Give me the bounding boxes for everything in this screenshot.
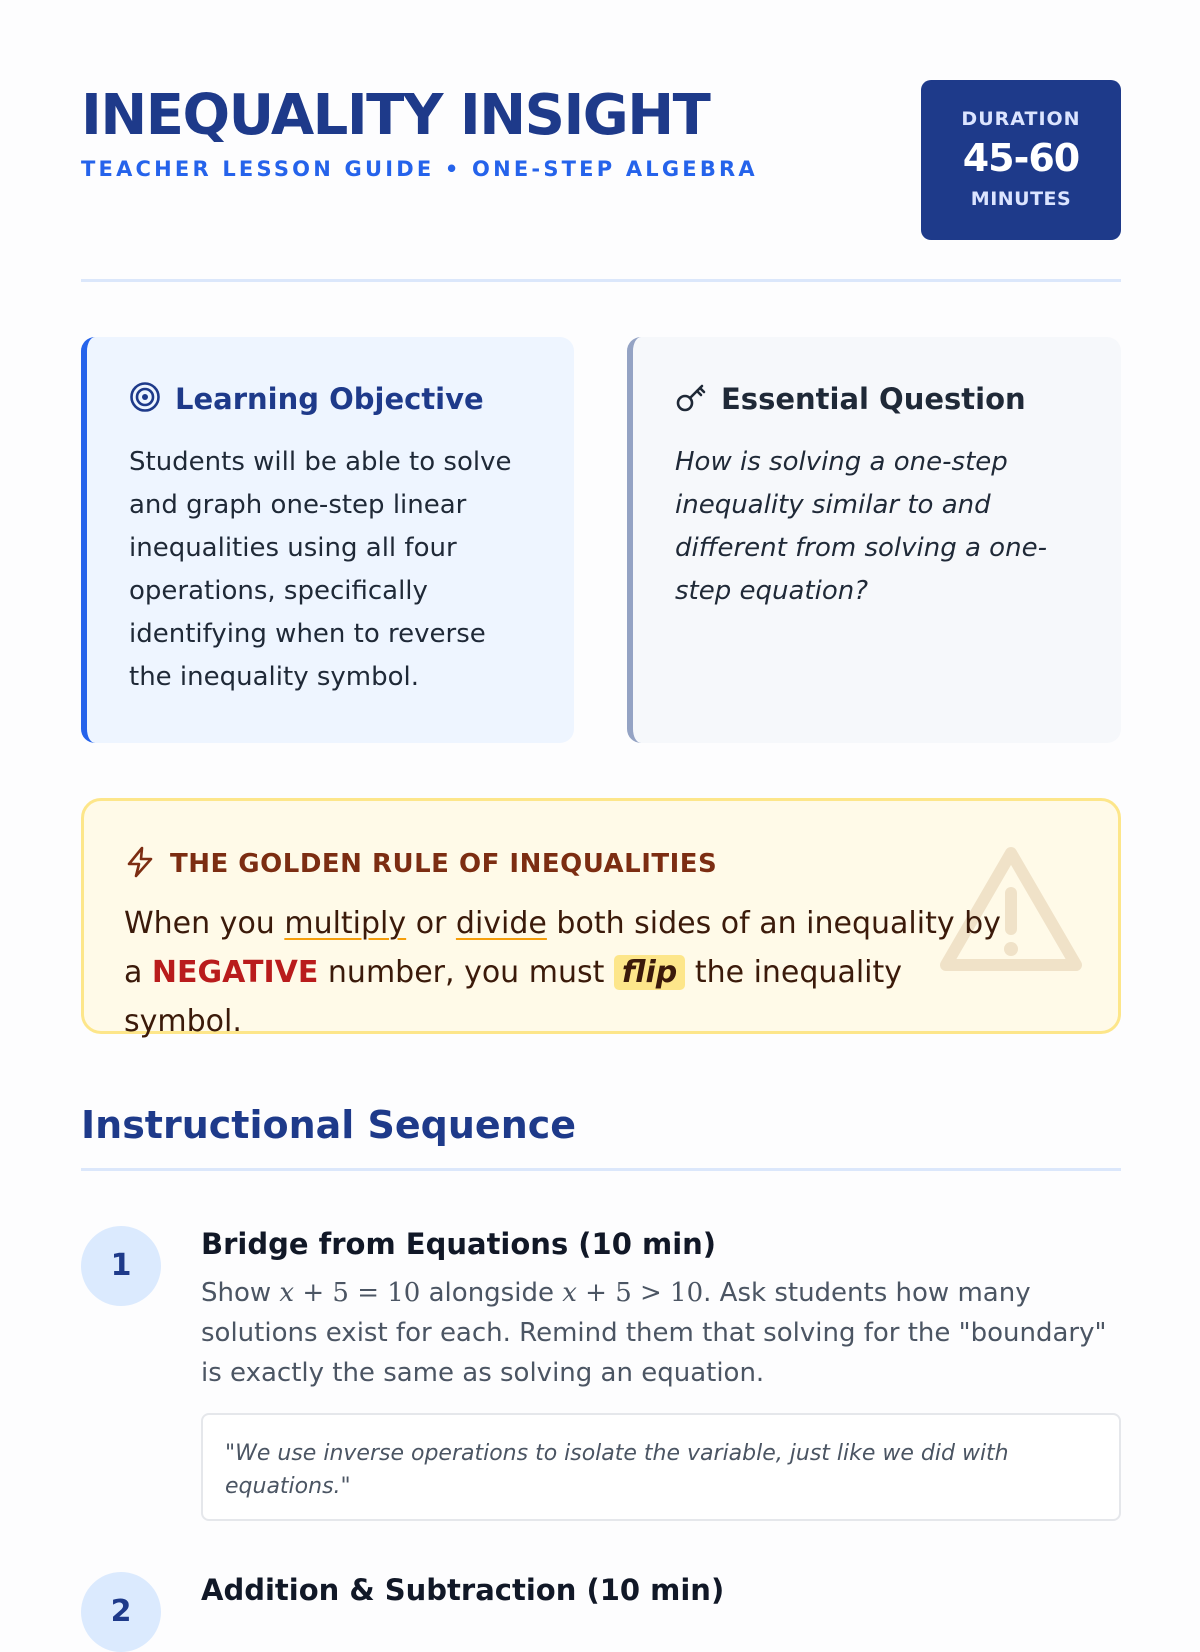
golden-rule-text: When you multiply or divide both sides of an inequality by a NEGATIVE number, you must flip the inequality symbol. [124, 906, 1001, 1039]
negative-term: NEGATIVE [151, 955, 319, 990]
step-title: Addition & Subtraction (10 min) [201, 1573, 725, 1607]
header-divider [81, 279, 1121, 282]
objective-title: Learning Objective [175, 382, 484, 416]
learning-objective-card [81, 337, 574, 743]
target-icon [129, 381, 161, 417]
question-title: Essential Question [721, 382, 1026, 416]
lightning-icon [124, 845, 156, 883]
section-title: Instructional Sequence [81, 1103, 577, 1147]
step-number-badge: 1 [81, 1226, 161, 1306]
step-description: Show x + 5 = 10 alongside x + 5 > 10. Ask students how many solutions exist for each. Remind them that solving for the "boundary" is exactly the same as solving an equation. [201, 1278, 1107, 1388]
duration-value: 45-60 [962, 136, 1080, 180]
question-text: How is solving a one-step inequality similar to and different from solving a one-step equation? [675, 447, 1047, 606]
objective-heading [129, 381, 484, 417]
golden-rule-heading [124, 845, 717, 883]
section-divider [81, 1168, 1121, 1171]
golden-rule-title: THE GOLDEN RULE OF INEQUALITIES [170, 849, 718, 879]
step-title: Bridge from Equations (10 min) [201, 1227, 717, 1261]
duration-unit: MINUTES [970, 188, 1072, 210]
golden-rule-callout [81, 798, 1121, 1039]
duration-label: DURATION [961, 108, 1081, 130]
duration-badge [921, 80, 1121, 240]
lesson-guide-page [81, 0, 1121, 1629]
essential-question-card [627, 337, 1121, 743]
objective-text: Students will be able to solve and graph one-step linear inequalities using all four operations, specifically identifying when to reverse the inequality symbol. [129, 447, 512, 692]
step-number-badge: 2 [81, 1572, 161, 1652]
divide-term: divide [455, 906, 547, 941]
question-heading [675, 381, 1026, 417]
header [81, 80, 1121, 280]
page-title: INEQUALITY INSIGHT [81, 83, 710, 148]
page-subtitle: TEACHER LESSON GUIDE • ONE-STEP ALGEBRA [81, 157, 758, 181]
flip-highlight: flip [614, 955, 685, 990]
teacher-quote: "We use inverse operations to isolate the variable, just like we did with equations." [201, 1413, 1121, 1521]
key-icon [675, 381, 707, 417]
multiply-term: multiply [284, 906, 407, 941]
